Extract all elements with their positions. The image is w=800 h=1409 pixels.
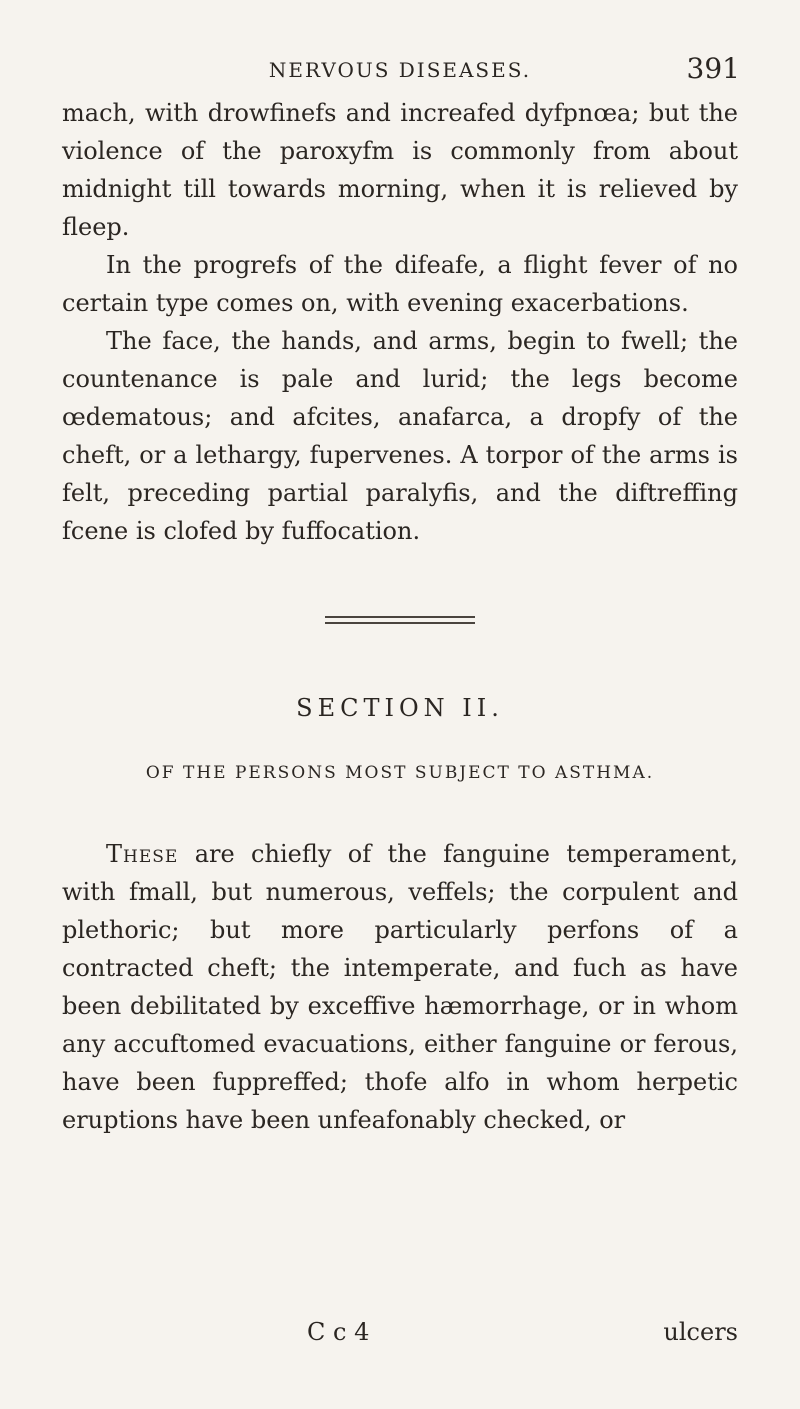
- section-text-block: [62, 835, 738, 1139]
- catchword: ulcers: [663, 1318, 738, 1346]
- page-number: 391: [686, 52, 740, 85]
- running-head: NERVOUS DISEASES.: [268, 58, 532, 82]
- paragraph-continued: mach, with drowfinefs and increafed dyfpnœa; but the violence of the paroxyfm is commonly from about midnight till towards morning, when it is relieved by fleep.: [62, 99, 738, 241]
- section-divider: [325, 616, 475, 628]
- paragraph-lead-word: These: [106, 840, 179, 868]
- divider-line: [325, 616, 475, 618]
- opening-text-block: [62, 94, 738, 550]
- paragraph-symptoms: The face, the hands, and arms, begin to fwell; the countenance is pale and lurid; the legs become œdematous; and afcites, anafarca, a dropfy of the cheft, or a lethargy, fupervenes. A torpor of the arms is felt, preceding partial paralyfis, and the diftreffing fcene is clofed by fuffocation.: [62, 327, 738, 545]
- paragraph-persons-text: are chiefly of the fanguine temperament, with fmall, but numerous, veffels; the corpulent and plethoric; but more particularly perfons of a contracted cheft; the intemperate, and fuch as have been debilitated by exceffive hæmorrhage, or in whom any accuftomed evacuations, either fanguine or ferous, have been fuppreffed; thofe alfo in whom herpetic eruptions have been unfeafonably checked, or: [62, 840, 738, 1134]
- section-subtitle: OF THE PERSONS MOST SUBJECT TO ASTHMA.: [145, 763, 655, 783]
- paragraph-persons: [62, 835, 738, 1139]
- section-heading: SECTION II.: [296, 694, 504, 722]
- paragraph-fever: In the progrefs of the difeafe, a flight fever of no certain type comes on, with evening exacerbations.: [62, 251, 738, 317]
- divider-line: [325, 622, 475, 624]
- signature-mark: C c 4: [307, 1318, 370, 1346]
